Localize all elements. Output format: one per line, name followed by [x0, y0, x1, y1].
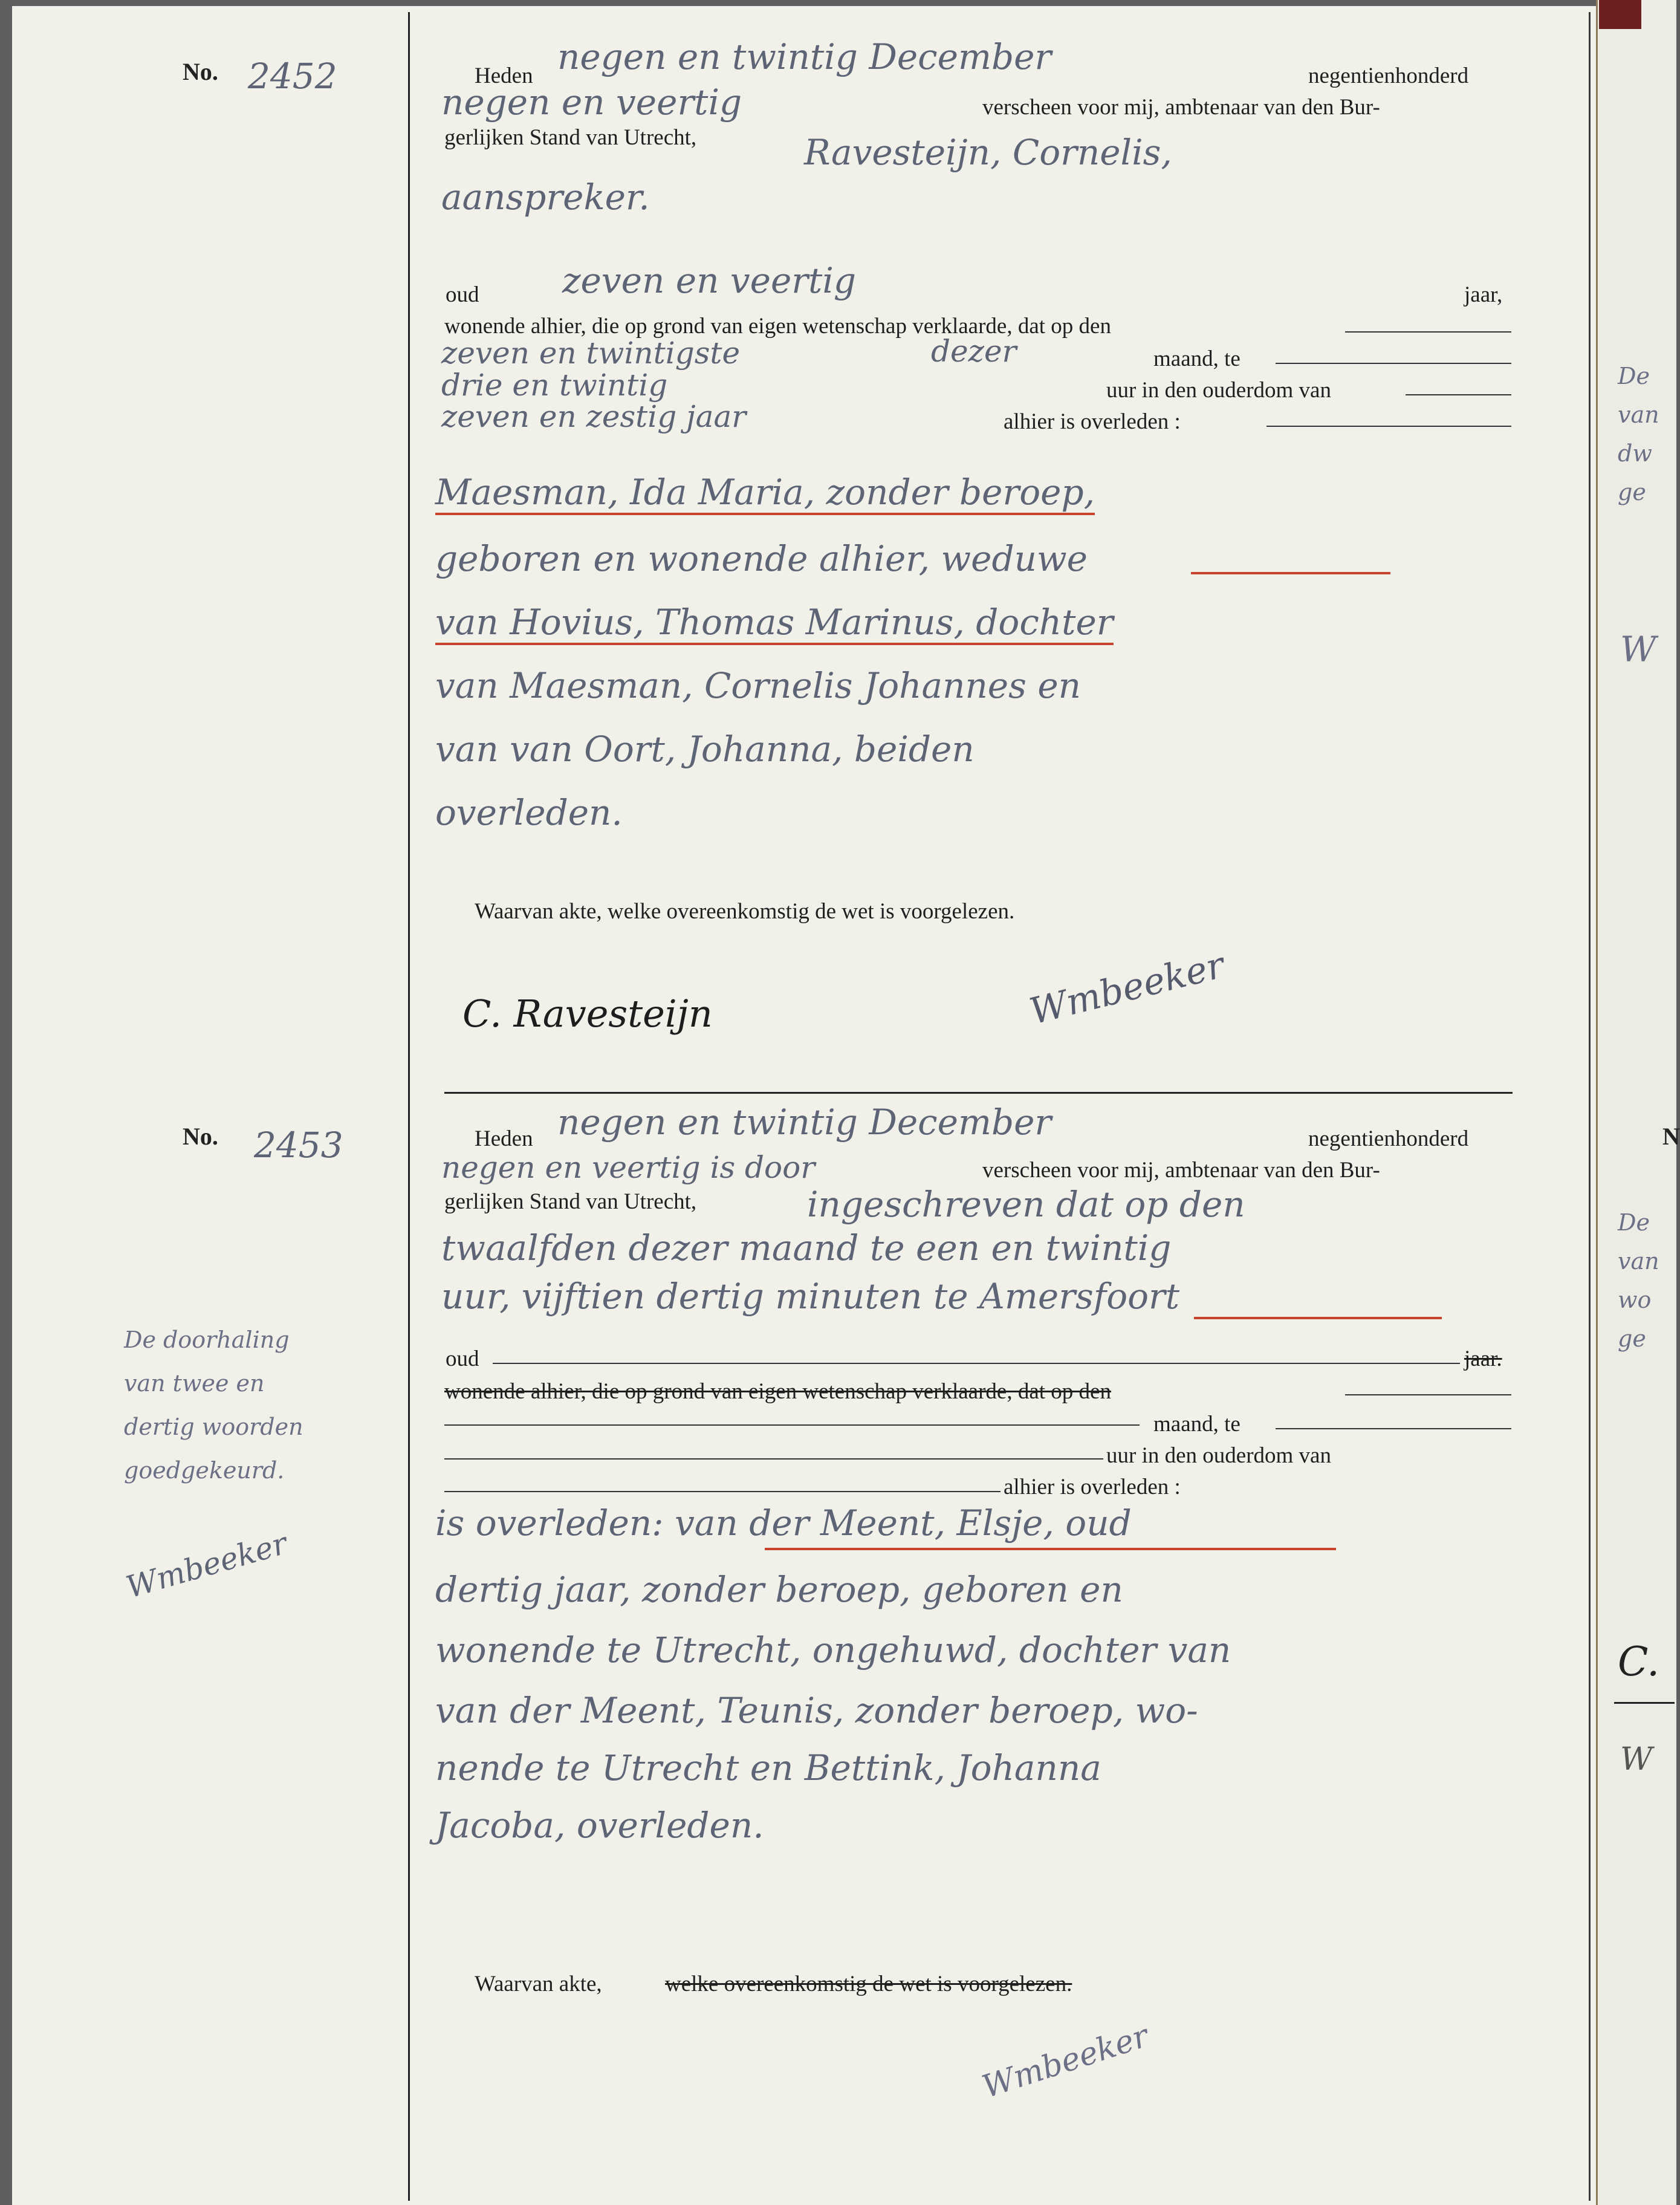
cancel-line	[493, 1363, 1460, 1364]
declarant-age: zeven en veertig	[562, 260, 857, 301]
verscheen-text: verscheen voor mij, ambtenaar van den Bur-	[982, 1158, 1380, 1183]
signature-declarant: C. Ravesteijn	[462, 992, 713, 1036]
oud-label: oud	[446, 282, 479, 307]
uur-label: uur in den ouderdom van	[1106, 1443, 1331, 1468]
waarvan-akte: Waarvan akte,	[475, 1972, 602, 1996]
deceased-age: zeven en zestig jaar	[441, 399, 747, 434]
body-line: overleden.	[435, 792, 623, 833]
year-handwritten: negen en veertig is door	[441, 1150, 816, 1185]
binding-ribbon	[1599, 0, 1641, 29]
margin-signature: Wmbeeker	[122, 1525, 291, 1605]
waarvan-struck: welke overeenkomstig de wet is voorgelezen.	[665, 1972, 1072, 1996]
spouse-name: van Hovius, Thomas Marinus, dochter	[435, 602, 1114, 645]
cancel-line	[444, 1424, 1140, 1426]
fill-line	[1276, 363, 1511, 364]
overleden-label: alhier is overleden :	[1004, 1475, 1181, 1499]
body-line: is overleden: van der Meent, Elsje, oud	[435, 1502, 1132, 1544]
date-handwritten: negen en twintig December	[557, 36, 1052, 77]
entry-line: twaalfden dezer maand te een en twintig	[441, 1227, 1172, 1268]
place-of-death-line: uur, vijftien dertig minuten te Amersfoort	[441, 1276, 1180, 1317]
entry-number: 2452	[248, 56, 337, 97]
verscheen-text: verscheen voor mij, ambtenaar van den Bur-	[982, 95, 1380, 120]
body-line: wonende te Utrecht, ongehuwd, dochter van	[435, 1629, 1231, 1671]
overleden-label: alhier is overleden :	[1004, 409, 1181, 434]
margin-note	[124, 1318, 303, 1492]
spouse-underline	[1191, 572, 1390, 574]
entry-line	[441, 1276, 1179, 1317]
column-rule-left	[408, 12, 410, 2201]
year-print: negentienhonderd	[1308, 63, 1469, 88]
facing-signature: C.	[1618, 1638, 1660, 1685]
facing-page	[1596, 0, 1676, 2205]
declarant-name: Ravesteijn, Cornelis,	[804, 132, 1172, 173]
fill-line	[1406, 394, 1511, 395]
year-handwritten: negen en veertig	[441, 82, 742, 123]
signature-official: Wmbeeker	[978, 2018, 1153, 2106]
margin-note-line: goedgekeurd.	[124, 1457, 285, 1484]
facing-rule	[1614, 1702, 1675, 1704]
entry-number: 2453	[254, 1125, 343, 1166]
facing-note-line: ge	[1618, 479, 1646, 505]
facing-note-line: van	[1618, 401, 1659, 428]
facing-note-line: wo	[1618, 1287, 1652, 1313]
maand-label: maand, te	[1153, 1412, 1241, 1437]
stand-text: gerlijken Stand van Utrecht,	[444, 125, 697, 150]
deceased-name: Maesman, Ida Maria, zonder beroep,	[435, 472, 1095, 515]
page-rule-right	[1589, 12, 1591, 2201]
jaar-label: jaar,	[1464, 282, 1503, 307]
margin-note-line: dertig woorden	[124, 1414, 303, 1440]
heden-label: Heden	[475, 63, 533, 88]
margin-note-line: van twee en	[124, 1370, 265, 1397]
place-underline	[1194, 1317, 1442, 1319]
fill-line	[1266, 426, 1511, 427]
facing-note-line: De	[1618, 363, 1650, 389]
facing-mark: W	[1620, 1741, 1653, 1778]
maand-label: maand, te	[1153, 346, 1241, 371]
jaar-label: jaar.	[1464, 1346, 1502, 1371]
body-line: geboren en wonende alhier, weduwe	[435, 538, 1088, 579]
facing-note	[1618, 357, 1659, 511]
facing-mark: W	[1620, 629, 1656, 670]
wonende-text: wonende alhier, die op grond van eigen wetenschap verklaarde, dat op den	[444, 1379, 1111, 1404]
uur-label: uur in den ouderdom van	[1106, 378, 1331, 403]
entry-line: ingeschreven dat op den	[807, 1184, 1245, 1225]
body-line: dertig jaar, zonder beroep, geboren en	[435, 1569, 1123, 1610]
body-line: van der Meent, Teunis, zonder beroep, wo-	[435, 1690, 1198, 1731]
deceased-underline	[765, 1548, 1336, 1550]
fill-line	[1345, 331, 1511, 333]
cancel-line	[444, 1458, 1103, 1460]
signature-official: Wmbeeker	[1025, 944, 1229, 1033]
entry-number-label: No.	[183, 1123, 218, 1150]
declarant-occupation: aanspreker.	[441, 177, 650, 218]
margin-note-line: De doorhaling	[124, 1327, 290, 1353]
cancel-line	[444, 1491, 1001, 1492]
body-line	[435, 602, 1114, 643]
entry-separator	[444, 1092, 1513, 1094]
death-day: zeven en twintigste	[441, 336, 741, 371]
entry-number-label: No.	[183, 58, 218, 85]
date-handwritten: negen en twintig December	[557, 1102, 1052, 1143]
body-line: Jacoba, overleden.	[435, 1805, 764, 1846]
death-month-ref: dezer	[931, 334, 1017, 369]
stand-text: gerlijken Stand van Utrecht,	[444, 1189, 697, 1214]
facing-note-line: ge	[1618, 1325, 1646, 1352]
cancel-line	[1276, 1428, 1511, 1429]
oud-label: oud	[446, 1346, 479, 1371]
facing-note-line: van	[1618, 1248, 1659, 1275]
death-hour: drie en twintig	[441, 368, 668, 403]
facing-note-line: dw	[1618, 440, 1652, 467]
body-line: van van Oort, Johanna, beiden	[435, 729, 975, 770]
year-print: negentienhonderd	[1308, 1126, 1469, 1151]
waarvan-akte: Waarvan akte, welke overeenkomstig de wet is voorgelezen.	[475, 899, 1015, 924]
facing-number-label: N	[1662, 1123, 1680, 1150]
cancel-line	[1345, 1394, 1511, 1395]
heden-label: Heden	[475, 1126, 533, 1151]
wonende-text: wonende alhier, die op grond van eigen wetenschap verklaarde, dat op den	[444, 314, 1111, 339]
facing-note	[1618, 1203, 1659, 1358]
facing-note-line: De	[1618, 1209, 1650, 1236]
body-line: van Maesman, Cornelis Johannes en	[435, 665, 1082, 706]
body-line: nende te Utrecht en Bettink, Johanna	[435, 1747, 1101, 1788]
body-line	[435, 472, 1095, 513]
